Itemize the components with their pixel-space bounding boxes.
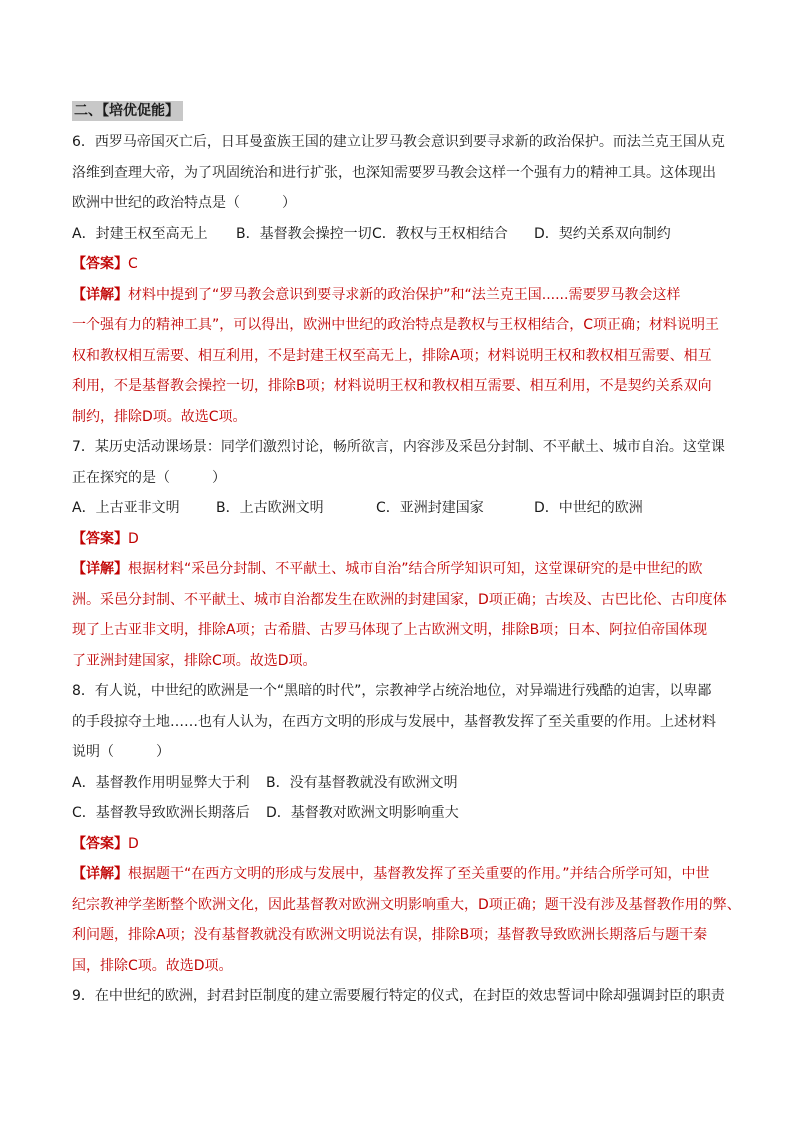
options-row: [72, 219, 722, 250]
answer-value: D: [128, 835, 139, 852]
detail-tag: 【详解】: [72, 866, 128, 882]
detail-line: [72, 280, 722, 311]
question-text: 6．西罗马帝国灭亡后，日耳曼蛮族王国的建立让罗马教会意识到要寻求新的政治保护。而法兰克王国从克: [72, 134, 725, 150]
detail-line: 国，排除C项。故选D项。: [72, 957, 233, 974]
question-text: 正在探究的是（ ）: [72, 469, 226, 486]
answer-tag: 【答案】: [72, 256, 128, 272]
detail-line: 权和教权相互需要、相互利用，不是封建王权至高无上，排除A项；材料说明王权和教权相互需要、相互: [72, 347, 712, 364]
detail-line: 利用，不是基督教会操控一切，排除B项；材料说明王权和教权相互需要、相互利用，不是契约关系双向: [72, 378, 712, 394]
detail-line: 洲。采邑分封制、不平献土、城市自治都发生在欧洲的封建国家，D项正确；古埃及、古巴比伦、古印度体: [72, 591, 727, 608]
option-a: A．上古亚非文明: [72, 500, 180, 516]
answer-value: C: [128, 256, 138, 272]
answer-tag: 【答案】: [72, 835, 128, 852]
options-row: [72, 768, 722, 799]
question-7: [72, 432, 727, 676]
question-text: 的手段掠夺土地……也有人认为，在西方文明的形成与发展中，基督教发挥了至关重要的作用。上述材料: [72, 713, 716, 730]
detail-text: 根据材料“采邑分封制、不平献土、城市自治”结合所学知识可知，这堂课研究的是中世纪的欧: [128, 561, 703, 577]
question-text: 8．有人说，中世纪的欧洲是一个“黑暗的时代”，宗教神学占统治地位，对异端进行残酷的迫害，以卑鄙: [72, 683, 712, 699]
answer-tag: 【答案】: [72, 530, 128, 547]
option-a: A．基督教作用明显弊大于利: [72, 774, 250, 791]
question-text: 欧洲中世纪的政治特点是（ ）: [72, 195, 296, 211]
answer-value: D: [128, 530, 139, 547]
answer-line: [72, 249, 722, 280]
options-row: [72, 798, 722, 829]
question-9: [72, 981, 725, 1012]
question-text: 9．在中世纪的欧洲，封君封臣制度的建立需要履行特定的仪式，在封臣的效忠誓词中除却强调封臣的职责: [72, 988, 725, 1004]
option-b: B．基督教会操控一切: [236, 225, 372, 242]
section-title: 二、【培优促能】: [72, 101, 183, 121]
answer-line: [72, 829, 722, 860]
detail-line: 利问题，排除A项；没有基督教就没有欧洲文明说法有误，排除B项；基督教导致欧洲长期落后与题干秦: [72, 927, 708, 943]
option-b: B．上古欧洲文明: [216, 500, 324, 516]
option-c: C．基督教导致欧洲长期落后: [72, 805, 250, 821]
document-page: [72, 100, 741, 1012]
question-8: [72, 676, 741, 981]
detail-line: [72, 554, 722, 585]
detail-line: 一个强有力的精神工具”，可以得出，欧洲中世纪的政治特点是教权与王权相结合，C项正确；材料说明王: [72, 317, 720, 333]
option-c: C．亚洲封建国家: [376, 500, 484, 516]
option-c: C．教权与王权相结合: [372, 225, 508, 242]
detail-tag: 【详解】: [72, 561, 128, 577]
question-text: 说明（ ）: [72, 744, 170, 760]
option-d: D．中世纪的欧洲: [534, 500, 643, 516]
option-b: B．没有基督教就没有欧洲文明: [266, 774, 458, 791]
detail-tag: 【详解】: [72, 286, 128, 303]
detail-line: 了亚洲封建国家，排除C项。故选D项。: [72, 652, 317, 669]
question-text: 7．某历史活动课场景：同学们激烈讨论，畅所欲言，内容涉及采邑分封制、不平献土、城市自治。这堂课: [72, 439, 725, 455]
detail-text: 根据题干“在西方文明的形成与发展中，基督教发挥了至关重要的作用。”并结合所学可知，中世: [128, 866, 710, 882]
detail-line: 制约，排除D项。故选C项。: [72, 408, 247, 425]
option-d: D．基督教对欧洲文明影响重大: [266, 805, 459, 821]
detail-line: 现了上古亚非文明，排除A项；古希腊、古罗马体现了上古欧洲文明，排除B项；日本、阿拉伯帝国体现: [72, 622, 708, 638]
answer-line: [72, 524, 722, 555]
detail-text: 材料中提到了“罗马教会意识到要寻求新的政治保护”和“法兰克王国......需要罗马教会这样: [128, 286, 681, 303]
detail-line: 纪宗教神学垄断整个欧洲文化，因此基督教对欧洲文明影响重大，D项正确；题干没有涉及基督教作用的弊、: [72, 896, 741, 913]
question-text: 洛维到查理大帝，为了巩固统治和进行扩张，也深知需要罗马教会这样一个强有力的精神工具。这体现出: [72, 164, 716, 181]
question-6: [72, 127, 725, 432]
option-d: D．契约关系双向制约: [534, 225, 671, 242]
options-row: [72, 493, 722, 524]
detail-line: [72, 859, 722, 890]
option-a: A．封建王权至高无上: [72, 225, 208, 242]
